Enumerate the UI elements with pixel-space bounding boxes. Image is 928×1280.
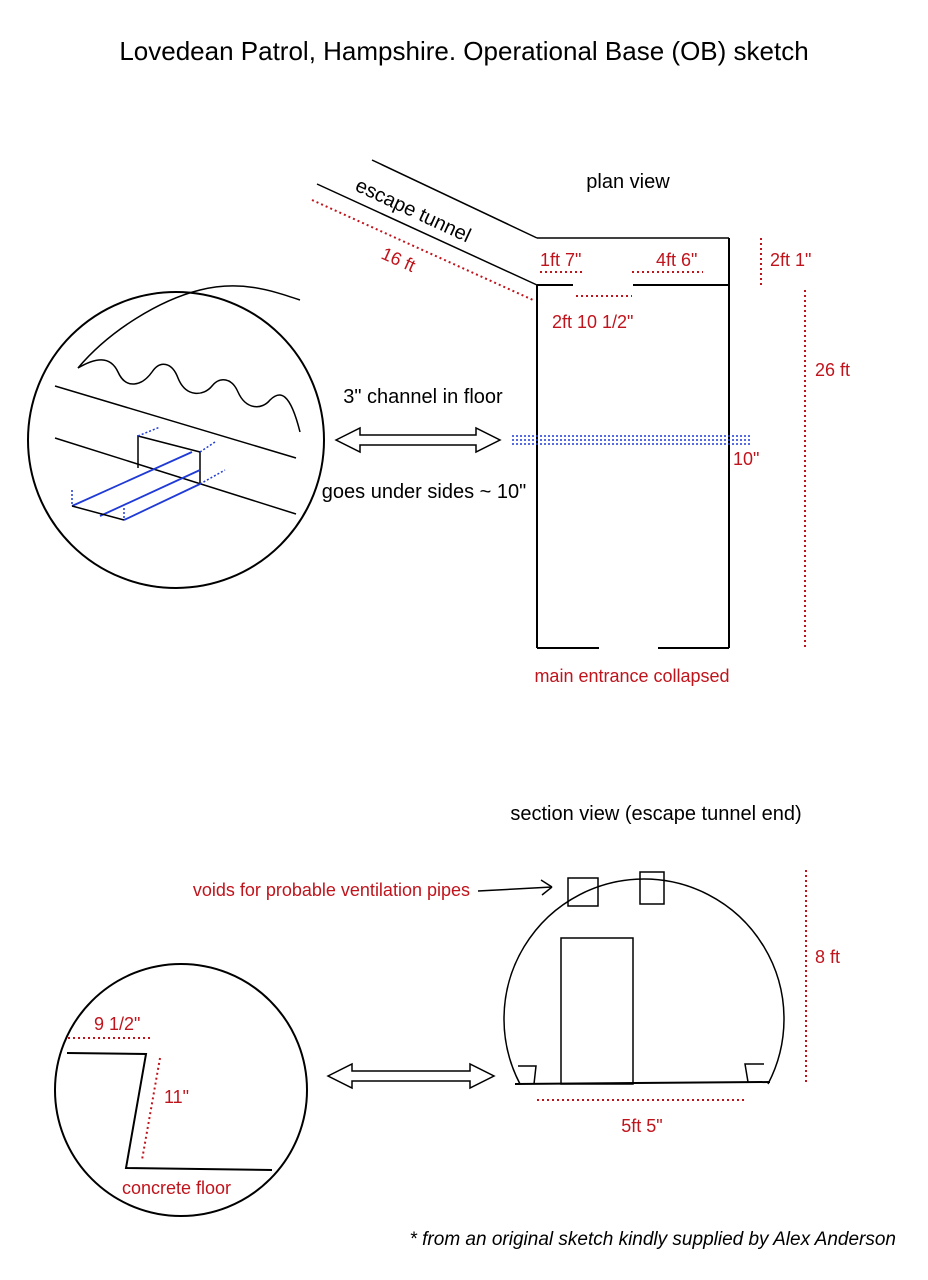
escape-tunnel-length: 16 ft — [378, 243, 419, 276]
channel-edge-1 — [72, 452, 192, 506]
plan-view — [312, 160, 850, 686]
dim-width: 5ft 5" — [621, 1116, 663, 1136]
vent-void-left — [568, 878, 598, 906]
floor-step-right — [745, 1064, 764, 1082]
vent-void-right — [640, 872, 664, 904]
entrance-note: main entrance collapsed — [534, 666, 730, 686]
dim-left-wall: 1ft 7" — [540, 250, 582, 270]
dim-step-width: 9 1/2" — [94, 1014, 141, 1034]
dim-step-height-line — [142, 1058, 160, 1160]
section-floor — [515, 1082, 770, 1084]
dim-right-wall: 4ft 6" — [656, 250, 698, 270]
channel-block — [138, 436, 200, 484]
detail-circle-outline — [28, 292, 324, 588]
vent-pointer-line — [478, 887, 552, 891]
vent-note: voids for probable ventilation pipes — [192, 880, 470, 900]
wall-line-upper — [55, 386, 296, 458]
credit-note: * from an original sketch kindly supplied by Alex Anderson — [409, 1229, 896, 1250]
channel-hidden-edge-2 — [200, 442, 215, 452]
floor-step-left — [518, 1066, 536, 1084]
dim-channel-depth: 10" — [733, 449, 760, 469]
dim-length: 26 ft — [815, 360, 851, 380]
page-title: Lovedean Patrol, Hampshire. Operational Base (OB) sketch — [119, 36, 809, 66]
detail-floor-label: concrete floor — [122, 1178, 232, 1198]
channel-note: goes under sides ~ 10" — [321, 481, 527, 503]
plan-view-heading: plan view — [586, 171, 670, 193]
channel-edge-3 — [124, 484, 200, 520]
section-view-heading: section view (escape tunnel end) — [510, 803, 802, 825]
plan-detail-double-arrow — [336, 428, 500, 452]
channel-detail-circle — [28, 286, 324, 588]
section-detail-double-arrow — [328, 1064, 494, 1088]
section-arch — [504, 879, 784, 1084]
dim-end-depth: 2ft 1" — [770, 250, 812, 270]
dim-height: 8 ft — [815, 947, 841, 967]
section-door — [561, 938, 633, 1084]
escape-tunnel-lower-wall — [317, 184, 537, 285]
escape-tunnel-label: escape tunnel — [351, 174, 475, 248]
dim-opening: 2ft 10 1/2" — [552, 312, 634, 332]
channel-hidden-edge-3 — [200, 470, 225, 484]
wall-line-lower — [55, 438, 296, 514]
corrugated-roof-edge — [78, 286, 300, 368]
corrugated-roof-waves — [78, 360, 300, 432]
channel-label: 3" channel in floor — [343, 386, 503, 408]
floor-step-profile — [67, 1053, 272, 1170]
floor-step-detail-circle — [55, 964, 307, 1216]
channel-edge-2 — [100, 470, 200, 516]
channel-hidden-edge-1 — [138, 427, 160, 436]
section-view — [193, 803, 840, 1136]
dim-step-height: 11" — [164, 1087, 190, 1107]
